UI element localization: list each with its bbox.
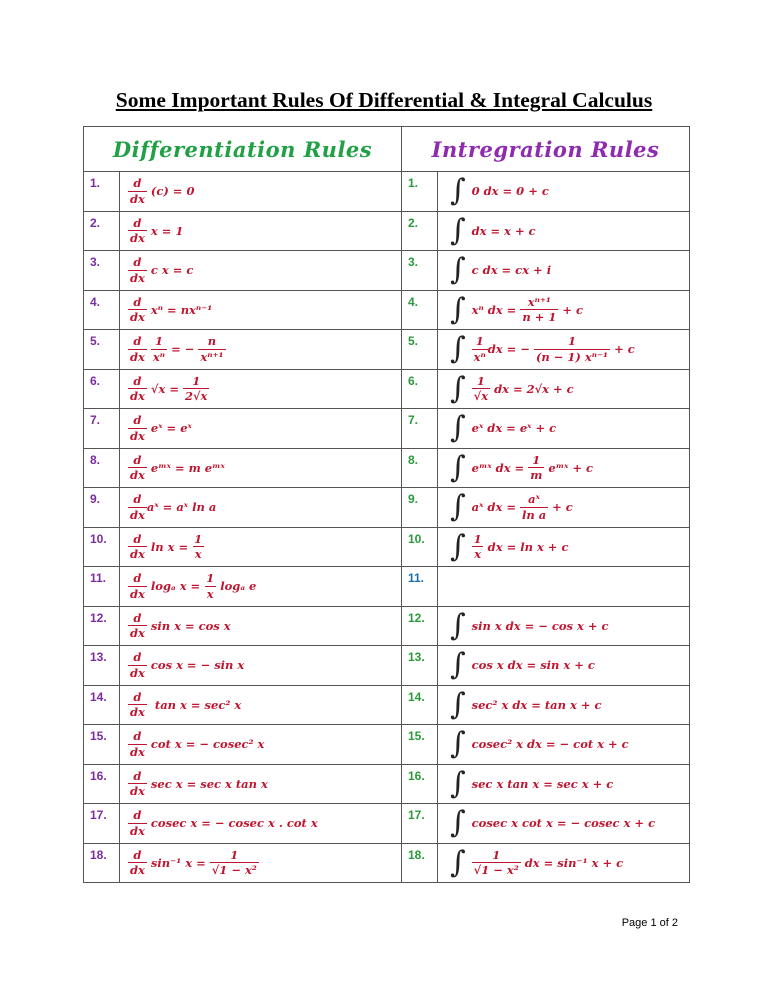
table-row [84, 646, 690, 686]
int-rule-formula [438, 330, 690, 370]
fraction-numerator: 1 [492, 847, 501, 862]
table-row [84, 725, 690, 765]
int-rule-lhs: aˣ dx = [471, 500, 516, 515]
int-rule-formula [438, 646, 690, 686]
int-rule-rhs: sec x tan x = sec x + c [471, 776, 614, 791]
diff-rule-rhs: sin x = cos x [150, 618, 231, 633]
int-rule-rhs: sin x dx = − cos x + c [471, 618, 609, 633]
diff-rule-formula [120, 685, 402, 725]
int-rule-fraction [472, 334, 488, 364]
table-row [84, 409, 690, 449]
int-rule-fraction [520, 492, 548, 522]
diff-rule-rhs: c x = c [150, 263, 194, 278]
int-rule-number: 18. [402, 843, 438, 883]
diff-rule-formula [120, 567, 402, 607]
int-rule-rhs: sec² x dx = tan x + c [471, 697, 602, 712]
integration-header-cell [402, 127, 690, 172]
dd-numerator: d [133, 768, 142, 783]
fraction-denominator: x [194, 547, 202, 562]
diff-rule-rhs: cos x = − sin x [150, 658, 245, 673]
integral-sign-icon: ∫ [450, 726, 466, 762]
fraction-numerator: 1 [532, 452, 541, 467]
dd-denominator: dx [130, 586, 145, 601]
fraction-denominator: √x [473, 389, 489, 404]
dd-numerator: d [133, 294, 142, 309]
diff-rule-number: 8. [84, 448, 120, 488]
derivative-operator [128, 492, 147, 522]
table-row [84, 172, 690, 212]
dd-denominator: dx [130, 547, 145, 562]
diff-rule-formula [120, 843, 402, 883]
integral-sign-icon: ∫ [450, 765, 466, 801]
dd-numerator: d [133, 373, 142, 388]
dd-denominator: dx [130, 270, 145, 285]
int-rule-constant: + c [552, 500, 573, 515]
int-rule-number: 4. [402, 290, 438, 330]
dd-numerator: d [133, 334, 142, 349]
fraction-numerator: 1 [475, 334, 484, 349]
differentiation-rules-heading: Differentiation Rules [112, 136, 373, 162]
diff-rule-formula [120, 172, 402, 212]
derivative-operator [128, 453, 147, 483]
int-rule-rhs: dx = ln x + c [487, 539, 569, 554]
fraction-denominator: (n − 1) xⁿ⁻¹ [535, 349, 609, 364]
int-rule-number: 13. [402, 646, 438, 686]
table-header-row [84, 127, 690, 172]
int-rule-number: 17. [402, 804, 438, 844]
int-rule-fraction [520, 295, 558, 325]
int-rule-formula [438, 685, 690, 725]
dd-denominator: dx [130, 744, 145, 759]
page-title: Some Important Rules Of Differential & Integral Calculus [115, 88, 653, 112]
int-rule-formula [438, 211, 690, 251]
dd-numerator: d [133, 452, 142, 467]
derivative-operator [128, 611, 147, 641]
int-rule-lhs: xⁿ dx = [471, 302, 517, 317]
fraction-numerator: 1 [154, 334, 163, 349]
diff-rule-number: 6. [84, 369, 120, 409]
fraction-numerator: 1 [230, 847, 239, 862]
fraction-numerator: 1 [473, 531, 482, 546]
derivative-operator [128, 255, 147, 285]
table-row [84, 330, 690, 370]
integral-sign-icon: ∫ [450, 410, 466, 446]
dd-numerator: d [133, 215, 142, 230]
int-rule-number: 2. [402, 211, 438, 251]
derivative-operator [128, 571, 147, 601]
diff-rule-equals: = − [171, 342, 195, 357]
dd-denominator: dx [130, 665, 145, 680]
int-rule-rhs: dx = x + c [471, 223, 536, 238]
diff-rule-number: 15. [84, 725, 120, 765]
integral-sign-icon: ∫ [450, 647, 466, 683]
int-rule-formula [438, 843, 690, 883]
diff-rule-formula [120, 804, 402, 844]
int-rule-rhs: cos x dx = sin x + c [471, 658, 595, 673]
dd-denominator: dx [130, 231, 145, 246]
integral-sign-icon: ∫ [450, 291, 466, 327]
int-rule-formula [438, 725, 690, 765]
dd-numerator: d [133, 650, 142, 665]
table-row [84, 606, 690, 646]
diff-rule-formula [120, 211, 402, 251]
diff-rule-formula [120, 725, 402, 765]
integral-sign-icon: ∫ [450, 252, 466, 288]
diff-rule-formula [120, 290, 402, 330]
fraction-numerator: 1 [194, 531, 203, 546]
dd-denominator: dx [130, 626, 145, 641]
fraction-numerator: n [207, 334, 217, 349]
int-rule-constant: + c [562, 302, 584, 317]
int-rule-number: 15. [402, 725, 438, 765]
int-rule-fraction [472, 532, 484, 562]
int-rule-rhs: dx = sin⁻¹ x + c [524, 855, 624, 870]
int-rule-rhs: eˣ dx = eˣ + c [471, 421, 557, 436]
table-row [84, 290, 690, 330]
int-rule-rhs: 0 dx = 0 + c [471, 184, 549, 199]
dd-denominator: dx [130, 428, 145, 443]
derivative-operator [128, 729, 147, 759]
derivative-operator [128, 295, 147, 325]
diff-rule-formula [120, 330, 402, 370]
int-rule-number: 10. [402, 527, 438, 567]
derivative-operator [128, 374, 147, 404]
int-rule-formula [438, 804, 690, 844]
table-row [84, 488, 690, 528]
diff-rule-number: 10. [84, 527, 120, 567]
fraction-denominator: √1 − x² [211, 863, 257, 878]
fraction-denominator: x [474, 547, 482, 562]
diff-rule-formula [120, 409, 402, 449]
int-rule-fraction [528, 453, 544, 483]
fraction-denominator: n + 1 [522, 310, 557, 325]
dd-numerator: d [133, 176, 142, 191]
diff-rule-number: 14. [84, 685, 120, 725]
int-rule-rhs: c dx = cx + i [471, 263, 552, 278]
dd-numerator: d [133, 255, 142, 270]
fraction-denominator: xⁿ⁺¹ [200, 349, 224, 364]
page-number: Page 1 of 2 [621, 917, 678, 929]
table-row [84, 843, 690, 883]
derivative-operator [128, 413, 147, 443]
integral-sign-icon: ∫ [450, 489, 466, 525]
diff-rule-rhs: x = 1 [150, 223, 184, 238]
fraction-denominator: 2√x [185, 389, 208, 404]
table-row [84, 448, 690, 488]
int-rule-fraction [472, 374, 490, 404]
fraction-denominator: m [530, 468, 543, 483]
diff-rule-formula [120, 764, 402, 804]
int-rule-formula [438, 764, 690, 804]
table-row [84, 369, 690, 409]
derivative-operator [128, 216, 147, 246]
int-rule-formula [438, 409, 690, 449]
table-row [84, 567, 690, 607]
int-rule-rhs: cosec² x dx = − cot x + c [471, 737, 629, 752]
diff-rule-number: 1. [84, 172, 120, 212]
int-rule-formula [438, 251, 690, 291]
diff-rule-rhs: xⁿ = nxⁿ⁻¹ [150, 302, 213, 317]
int-rule-formula [438, 369, 690, 409]
diff-rule-number: 13. [84, 646, 120, 686]
integral-sign-icon: ∫ [450, 331, 466, 367]
diff-rule-fraction [204, 571, 216, 601]
integral-sign-icon: ∫ [450, 805, 466, 841]
diff-rule-fraction [151, 334, 167, 364]
int-rule-formula [438, 448, 690, 488]
diff-rule-lhs: logₐ x = [150, 579, 201, 594]
diff-rule-number: 3. [84, 251, 120, 291]
integral-sign-icon: ∫ [450, 528, 466, 564]
dd-numerator: d [133, 689, 142, 704]
fraction-numerator: 1 [476, 373, 485, 388]
differentiation-header-cell [84, 127, 402, 172]
table-row [84, 527, 690, 567]
dd-denominator: dx [130, 468, 145, 483]
dd-numerator: d [133, 492, 142, 507]
diff-rule-formula [120, 646, 402, 686]
diff-rule-number: 9. [84, 488, 120, 528]
diff-rule-number: 7. [84, 409, 120, 449]
dd-denominator: dx [130, 784, 145, 799]
int-rule-formula-empty [438, 567, 690, 607]
diff-rule-formula [120, 369, 402, 409]
int-rule-number: 14. [402, 685, 438, 725]
diff-rule-number: 11. [84, 567, 120, 607]
fraction-numerator: 1 [568, 334, 577, 349]
diff-rule-formula [120, 448, 402, 488]
diff-rule-fraction [198, 334, 225, 364]
derivative-operator [128, 334, 147, 364]
diff-rule-number: 5. [84, 330, 120, 370]
int-rule-rhs: dx = 2√x + c [494, 381, 574, 396]
integral-sign-icon: ∫ [450, 370, 466, 406]
dd-numerator: d [133, 413, 142, 428]
diff-rule-rhs: cosec x = − cosec x . cot x [150, 816, 318, 831]
fraction-denominator: xⁿ [473, 349, 486, 364]
dd-denominator: dx [130, 389, 145, 404]
integration-rules-heading: Intregration Rules [431, 136, 660, 162]
diff-rule-rhs: cot x = − cosec² x [150, 737, 265, 752]
diff-rule-rhs: sec x = sec x tan x [150, 776, 268, 791]
int-rule-number: 5. [402, 330, 438, 370]
fraction-denominator: x [206, 586, 214, 601]
int-rule-constant: + c [614, 342, 635, 357]
fraction-denominator: ln a [521, 507, 547, 522]
diff-rule-rhs: eᵐˣ = m eᵐˣ [150, 460, 225, 475]
int-rule-lhs: eᵐˣ dx = [471, 460, 525, 475]
diff-rule-fraction [192, 532, 204, 562]
integral-sign-icon: ∫ [450, 449, 466, 485]
dd-denominator: dx [130, 310, 145, 325]
diff-rule-number: 12. [84, 606, 120, 646]
fraction-numerator: aˣ [528, 492, 540, 507]
derivative-operator [128, 176, 147, 206]
diff-rule-number: 2. [84, 211, 120, 251]
dd-denominator: dx [130, 191, 145, 206]
int-rule-formula [438, 488, 690, 528]
int-rule-number: 3. [402, 251, 438, 291]
diff-rule-formula [120, 606, 402, 646]
dd-numerator: d [133, 610, 142, 625]
derivative-operator [128, 808, 147, 838]
int-rule-number: 1. [402, 172, 438, 212]
dd-denominator: dx [130, 863, 145, 878]
table-row [84, 804, 690, 844]
dd-numerator: d [133, 808, 142, 823]
diff-rule-formula [120, 251, 402, 291]
int-rule-fraction [472, 848, 521, 878]
fraction-denominator: √1 − x² [473, 863, 519, 878]
dd-denominator: dx [130, 349, 145, 364]
diff-rule-fraction [210, 848, 259, 878]
int-rule-rhs: cosec x cot x = − cosec x + c [471, 816, 656, 831]
diff-rule-rhs: aˣ = aˣ ln a [146, 500, 217, 515]
fraction-numerator: xⁿ⁺¹ [527, 294, 551, 309]
fraction-numerator: 1 [192, 373, 201, 388]
fraction-denominator: xⁿ [152, 349, 166, 364]
fraction-numerator: 1 [206, 571, 215, 586]
table-row [84, 251, 690, 291]
int-rule-fraction [534, 334, 610, 364]
derivative-operator [128, 650, 147, 680]
table-row [84, 685, 690, 725]
rules-table [83, 126, 690, 883]
diff-rule-rhs: tan x = sec² x [154, 697, 242, 712]
derivative-operator [128, 769, 147, 799]
dd-numerator: d [133, 729, 142, 744]
integral-sign-icon: ∫ [450, 844, 466, 880]
diff-rule-number: 16. [84, 764, 120, 804]
diff-rule-formula [120, 488, 402, 528]
int-rule-formula [438, 290, 690, 330]
diff-rule-rhs: (c) = 0 [150, 184, 195, 199]
dd-denominator: dx [130, 705, 145, 720]
int-rule-number: 9. [402, 488, 438, 528]
diff-rule-lhs: ln x = [150, 539, 189, 554]
int-rule-number: 7. [402, 409, 438, 449]
diff-rule-rhs: logₐ e [220, 579, 257, 594]
int-rule-number: 8. [402, 448, 438, 488]
diff-rule-formula [120, 527, 402, 567]
int-rule-number: 6. [402, 369, 438, 409]
integral-sign-icon: ∫ [450, 212, 466, 248]
int-rule-number: 16. [402, 764, 438, 804]
int-rule-number: 11. [402, 567, 438, 607]
diff-rule-lhs: √x = [150, 381, 179, 396]
int-rule-formula [438, 172, 690, 212]
int-rule-formula [438, 527, 690, 567]
integral-sign-icon: ∫ [450, 173, 466, 209]
diff-rule-lhs: sin⁻¹ x = [150, 855, 206, 870]
table-row [84, 211, 690, 251]
int-rule-lhs: dx = − [487, 342, 530, 357]
dd-numerator: d [133, 531, 142, 546]
derivative-operator [128, 848, 147, 878]
dd-numerator: d [133, 847, 142, 862]
dd-numerator: d [133, 571, 142, 586]
integral-sign-icon: ∫ [450, 686, 466, 722]
dd-denominator: dx [130, 507, 145, 522]
int-rule-rhs: eᵐˣ + c [548, 460, 594, 475]
integral-sign-icon: ∫ [450, 607, 466, 643]
diff-rule-rhs: eˣ = eˣ [150, 421, 192, 436]
table-row [84, 764, 690, 804]
diff-rule-number: 17. [84, 804, 120, 844]
diff-rule-number: 18. [84, 843, 120, 883]
diff-rule-number: 4. [84, 290, 120, 330]
derivative-operator [128, 690, 147, 720]
int-rule-number: 12. [402, 606, 438, 646]
diff-rule-fraction [183, 374, 209, 404]
derivative-operator [128, 532, 147, 562]
dd-denominator: dx [130, 823, 145, 838]
int-rule-formula [438, 606, 690, 646]
